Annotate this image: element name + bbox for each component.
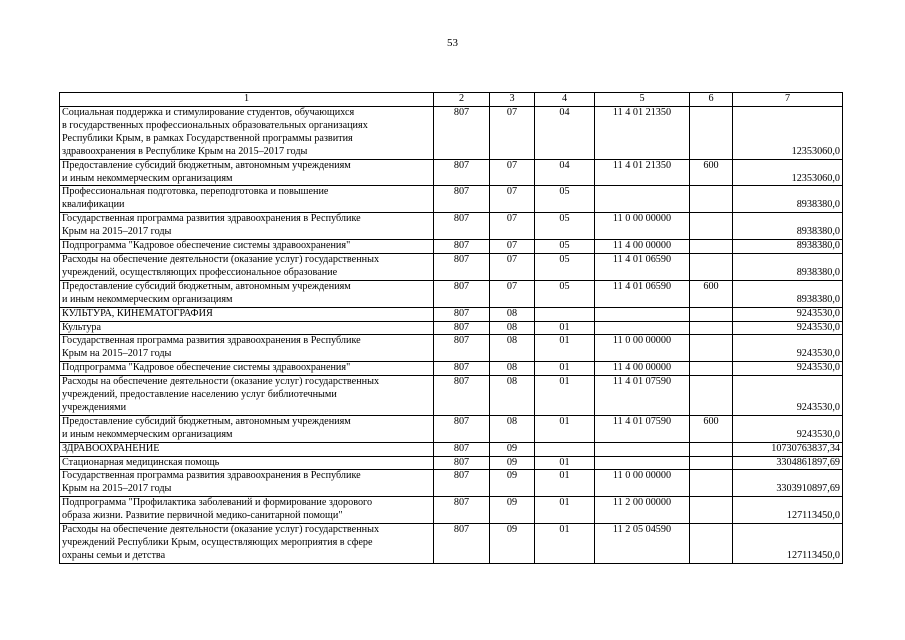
- table-row: [60, 470, 843, 497]
- section-code-cell: 08: [490, 307, 535, 321]
- program-code-cell: 11 4 00 00000: [595, 362, 690, 376]
- ministry-code-cell: 807: [434, 376, 490, 416]
- ministry-code-cell: 807: [434, 456, 490, 470]
- section-code-cell: 09: [490, 442, 535, 456]
- amount-cell: 9243530,0: [733, 376, 843, 416]
- table-row: [60, 524, 843, 564]
- program-code-cell: 11 4 01 06590: [595, 253, 690, 280]
- amount-cell: 127113450,0: [733, 497, 843, 524]
- expense-type-cell: 600: [690, 159, 733, 186]
- section-code-cell: 09: [490, 497, 535, 524]
- row-name-cell: Государственная программа развития здравоохранения в Республике Крым на 2015–2017 годы: [60, 470, 434, 497]
- page-number: 53: [447, 37, 458, 49]
- amount-cell: 9243530,0: [733, 307, 843, 321]
- ministry-code-cell: 807: [434, 497, 490, 524]
- row-name-cell: Предоставление субсидий бюджетным, автономным учреждениям и иным некоммерческим организациям: [60, 280, 434, 307]
- subsection-code-cell: 01: [535, 335, 595, 362]
- expense-type-cell: [690, 186, 733, 213]
- program-code-cell: 11 4 00 00000: [595, 240, 690, 254]
- row-name-cell: Предоставление субсидий бюджетным, автономным учреждениям и иным некоммерческим организациям: [60, 415, 434, 442]
- table-row: [60, 253, 843, 280]
- amount-cell: 8938380,0: [733, 240, 843, 254]
- header-cell: 2: [434, 93, 490, 107]
- expense-type-cell: [690, 213, 733, 240]
- expense-type-cell: [690, 362, 733, 376]
- table-row: [60, 415, 843, 442]
- table-row: [60, 456, 843, 470]
- section-code-cell: 07: [490, 186, 535, 213]
- program-code-cell: 11 0 00 00000: [595, 335, 690, 362]
- subsection-code-cell: 05: [535, 186, 595, 213]
- expense-type-cell: [690, 321, 733, 335]
- subsection-code-cell: 05: [535, 280, 595, 307]
- ministry-code-cell: 807: [434, 335, 490, 362]
- section-code-cell: 09: [490, 470, 535, 497]
- subsection-code-cell: 01: [535, 456, 595, 470]
- program-code-cell: [595, 442, 690, 456]
- subsection-code-cell: 05: [535, 213, 595, 240]
- section-code-cell: 08: [490, 321, 535, 335]
- subsection-code-cell: 01: [535, 470, 595, 497]
- amount-cell: 9243530,0: [733, 415, 843, 442]
- table-row: [60, 497, 843, 524]
- row-name-cell: Социальная поддержка и стимулирование студентов, обучающихся в государственных профессиональных образовательных организациях Республики Крым, в рамках Государственной программы развития здравоохранения в Республике Крым на 2015–2017 годы: [60, 107, 434, 160]
- expense-type-cell: [690, 442, 733, 456]
- subsection-code-cell: 01: [535, 415, 595, 442]
- table-row: [60, 442, 843, 456]
- program-code-cell: 11 2 00 00000: [595, 497, 690, 524]
- header-cell: 5: [595, 93, 690, 107]
- ministry-code-cell: 807: [434, 240, 490, 254]
- subsection-code-cell: 01: [535, 376, 595, 416]
- expense-type-cell: [690, 470, 733, 497]
- section-code-cell: 08: [490, 415, 535, 442]
- amount-cell: 3303910897,69: [733, 470, 843, 497]
- program-code-cell: [595, 307, 690, 321]
- program-code-cell: 11 0 00 00000: [595, 470, 690, 497]
- program-code-cell: [595, 456, 690, 470]
- subsection-code-cell: 04: [535, 159, 595, 186]
- amount-cell: 12353060,0: [733, 159, 843, 186]
- table-row: [60, 280, 843, 307]
- row-name-cell: Профессиональная подготовка, переподготовка и повышение квалификации: [60, 186, 434, 213]
- section-code-cell: 08: [490, 335, 535, 362]
- program-code-cell: 11 2 05 04590: [595, 524, 690, 564]
- ministry-code-cell: 807: [434, 321, 490, 335]
- row-name-cell: Подпрограмма "Кадровое обеспечение системы здравоохранения": [60, 362, 434, 376]
- amount-cell: 9243530,0: [733, 321, 843, 335]
- section-code-cell: 07: [490, 159, 535, 186]
- table-row: [60, 321, 843, 335]
- amount-cell: 127113450,0: [733, 524, 843, 564]
- subsection-code-cell: 01: [535, 524, 595, 564]
- subsection-code-cell: 04: [535, 107, 595, 160]
- section-code-cell: 07: [490, 240, 535, 254]
- section-code-cell: 09: [490, 524, 535, 564]
- program-code-cell: 11 4 01 21350: [595, 107, 690, 160]
- program-code-cell: [595, 186, 690, 213]
- row-name-cell: ЗДРАВООХРАНЕНИЕ: [60, 442, 434, 456]
- program-code-cell: 11 0 00 00000: [595, 213, 690, 240]
- table-row: [60, 186, 843, 213]
- row-name-cell: Расходы на обеспечение деятельности (оказание услуг) государственных учреждений Республики Крым, осуществляющих мероприятия в сфере охраны семьи и детства: [60, 524, 434, 564]
- program-code-cell: 11 4 01 21350: [595, 159, 690, 186]
- ministry-code-cell: 807: [434, 186, 490, 213]
- amount-cell: 10730763837,34: [733, 442, 843, 456]
- ministry-code-cell: 807: [434, 415, 490, 442]
- ministry-code-cell: 807: [434, 307, 490, 321]
- table-row: [60, 362, 843, 376]
- table-row: [60, 107, 843, 160]
- row-name-cell: Предоставление субсидий бюджетным, автономным учреждениям и иным некоммерческим организациям: [60, 159, 434, 186]
- program-code-cell: 11 4 01 06590: [595, 280, 690, 307]
- row-name-cell: Расходы на обеспечение деятельности (оказание услуг) государственных учреждений, осуществляющих профессиональное образование: [60, 253, 434, 280]
- row-name-cell: Государственная программа развития здравоохранения в Республике Крым на 2015–2017 годы: [60, 213, 434, 240]
- table-row: [60, 335, 843, 362]
- ministry-code-cell: 807: [434, 159, 490, 186]
- ministry-code-cell: 807: [434, 362, 490, 376]
- section-code-cell: 08: [490, 362, 535, 376]
- table-row: [60, 240, 843, 254]
- subsection-code-cell: 01: [535, 362, 595, 376]
- expense-type-cell: 600: [690, 280, 733, 307]
- amount-cell: 9243530,0: [733, 335, 843, 362]
- expense-type-cell: [690, 307, 733, 321]
- expense-type-cell: [690, 376, 733, 416]
- header-cell: 1: [60, 93, 434, 107]
- table-row: [60, 159, 843, 186]
- amount-cell: 8938380,0: [733, 253, 843, 280]
- subsection-code-cell: 01: [535, 321, 595, 335]
- ministry-code-cell: 807: [434, 213, 490, 240]
- section-code-cell: 07: [490, 253, 535, 280]
- subsection-code-cell: [535, 442, 595, 456]
- expense-type-cell: [690, 497, 733, 524]
- ministry-code-cell: 807: [434, 107, 490, 160]
- table-header-row: [60, 93, 843, 107]
- ministry-code-cell: 807: [434, 280, 490, 307]
- amount-cell: 3304861897,69: [733, 456, 843, 470]
- expense-type-cell: [690, 456, 733, 470]
- row-name-cell: Стационарная медицинская помощь: [60, 456, 434, 470]
- expense-type-cell: [690, 240, 733, 254]
- ministry-code-cell: 807: [434, 253, 490, 280]
- program-code-cell: 11 4 01 07590: [595, 376, 690, 416]
- table-row: [60, 213, 843, 240]
- row-name-cell: КУЛЬТУРА, КИНЕМАТОГРАФИЯ: [60, 307, 434, 321]
- program-code-cell: 11 4 01 07590: [595, 415, 690, 442]
- amount-cell: 9243530,0: [733, 362, 843, 376]
- section-code-cell: 07: [490, 280, 535, 307]
- budget-table: [59, 92, 843, 564]
- header-cell: 3: [490, 93, 535, 107]
- expense-type-cell: [690, 335, 733, 362]
- section-code-cell: 08: [490, 376, 535, 416]
- header-cell: 7: [733, 93, 843, 107]
- ministry-code-cell: 807: [434, 442, 490, 456]
- table-row: [60, 376, 843, 416]
- subsection-code-cell: [535, 307, 595, 321]
- amount-cell: 8938380,0: [733, 213, 843, 240]
- subsection-code-cell: 01: [535, 497, 595, 524]
- expense-type-cell: 600: [690, 415, 733, 442]
- header-cell: 4: [535, 93, 595, 107]
- section-code-cell: 07: [490, 107, 535, 160]
- table-row: [60, 307, 843, 321]
- section-code-cell: 07: [490, 213, 535, 240]
- amount-cell: 8938380,0: [733, 280, 843, 307]
- header-cell: 6: [690, 93, 733, 107]
- section-code-cell: 09: [490, 456, 535, 470]
- ministry-code-cell: 807: [434, 524, 490, 564]
- ministry-code-cell: 807: [434, 470, 490, 497]
- expense-type-cell: [690, 524, 733, 564]
- program-code-cell: [595, 321, 690, 335]
- row-name-cell: Расходы на обеспечение деятельности (оказание услуг) государственных учреждений, предоставление населению услуг библиотечными учреждениями: [60, 376, 434, 416]
- row-name-cell: Подпрограмма "Профилактика заболеваний и формирование здорового образа жизни. Развитие первичной медико-санитарной помощи": [60, 497, 434, 524]
- row-name-cell: Государственная программа развития здравоохранения в Республике Крым на 2015–2017 годы: [60, 335, 434, 362]
- subsection-code-cell: 05: [535, 253, 595, 280]
- subsection-code-cell: 05: [535, 240, 595, 254]
- expense-type-cell: [690, 253, 733, 280]
- expense-type-cell: [690, 107, 733, 160]
- amount-cell: 8938380,0: [733, 186, 843, 213]
- row-name-cell: Подпрограмма "Кадровое обеспечение системы здравоохранения": [60, 240, 434, 254]
- row-name-cell: Культура: [60, 321, 434, 335]
- amount-cell: 12353060,0: [733, 107, 843, 160]
